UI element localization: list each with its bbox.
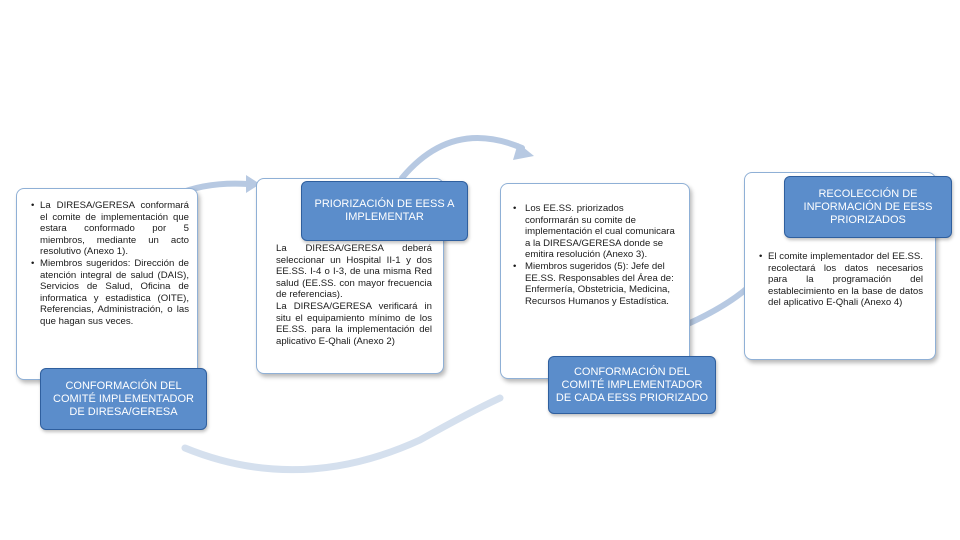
step2-bullet-2: La DIRESA/GERESA verificará in situ el equipamiento mínimo de los EE.SS. para la implementación del aplicativo E-Qhali (Anexo 2): [276, 300, 432, 347]
step4-bullet-list: [759, 251, 923, 309]
step2-title: PRIORIZACIÓN DE EESS A IMPLEMENTAR: [301, 181, 468, 241]
step1-panel: [16, 188, 198, 380]
step3-bullet-1: • Los EE.SS. priorizados conformarán su comite de implementación el cual comunicara a la DIRESA/GERESA donde se emitira resolución (Anexo 3).: [513, 203, 679, 261]
step2-body: [268, 243, 432, 347]
step1-title: CONFORMACIÓN DEL COMITÉ IMPLEMENTADOR DE DIRESA/GERESA: [40, 368, 207, 430]
cycle-arc-bottom: [185, 398, 500, 470]
step1-bullet-2: • Miembros sugeridos: Dirección de atención integral de salud (DAIS), Servicios de Salud, Oficina de informatica y estadistica (OITE), Referencias, Administración, o las que hagan sus veces.: [31, 258, 189, 328]
step4-bullet-1: • El comite implementador del EE.SS. recolectará los datos necesarios para la programación del establecimiento en la base de datos del aplicativo E-Qhali (Anexo 4): [759, 251, 923, 309]
step1-bullet-list: [31, 200, 189, 328]
step3-panel: [500, 183, 690, 379]
step2-bullet-1: La DIRESA/GERESA deberá seleccionar un Hospital II-1 y dos EE.SS. I-4 o I-3, de una misma Red salud (EE.SS. con mayor frecuencia de referencias).: [276, 243, 432, 301]
step3-bullet-2: • Miembros sugeridos (5): Jefe del EE.SS. Responsables del Área de: Enfermería, Obstetricia, Medicina, Recursos Humanos y Estadística.: [513, 261, 679, 307]
step1-bullet-1: • La DIRESA/GERESA conformará el comite de implementación que estara conformado por 5 miembros, mediante un acto resolutivo (Anexo 1).: [31, 200, 189, 258]
step4-title: RECOLECCIÓN DE INFORMACIÓN DE EESS PRIORIZADOS: [784, 176, 952, 238]
arrow-step2-to-step3: [402, 138, 522, 178]
step3-title: CONFORMACIÓN DEL COMITÉ IMPLEMENTADOR DE CADA EESS PRIORIZADO: [548, 356, 716, 414]
step3-bullet-list: [513, 203, 679, 307]
